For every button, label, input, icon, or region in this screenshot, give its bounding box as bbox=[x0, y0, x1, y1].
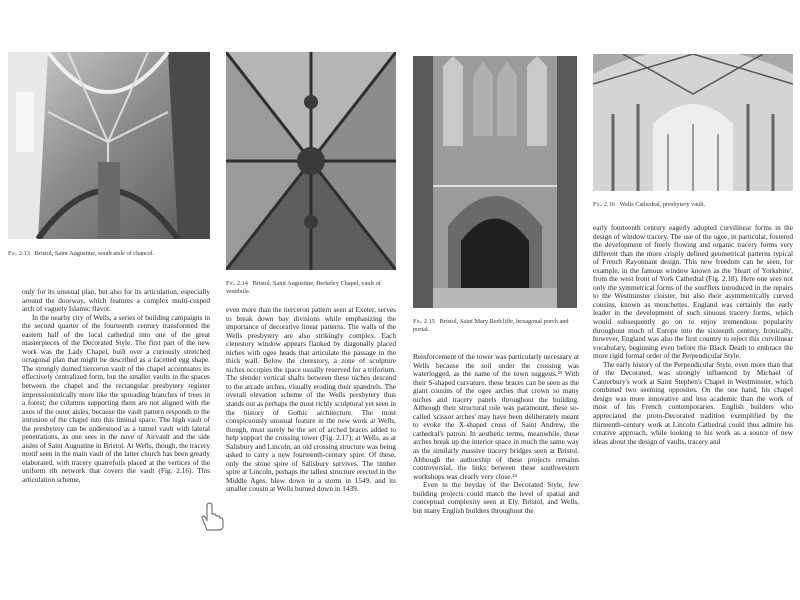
text-column-4 bbox=[593, 224, 793, 536]
figure-number: Fig. 2.15 bbox=[413, 318, 435, 325]
figure-number: Fig. 2.13 bbox=[8, 250, 30, 257]
caption-fig-2-14 bbox=[226, 280, 398, 296]
caption-fig-2-15 bbox=[413, 318, 579, 334]
caption-fig-2-16 bbox=[593, 201, 793, 209]
figure-caption: Bristol, Saint Augustine, south aisle of chancel. bbox=[34, 250, 155, 257]
paragraph: early fourteenth century eagerly adopted curvilinear forms in the design of window tracery. The use of the ogee, in particular, fostered the development of freely flowing and organic tracery forms very different than the more crisply defined geometrical patterns typical of French Rayonnant design. This new freedom can be seen, for example, in the famous window known as the 'Heart of Yorkshire', from the west front of York Cathedral (Fig. 2.18). Here one sees not only the symmetrical forms of the soufflets introduced in the repairs to the Westminster cloister, but also their asymmetrically curved cousins, known as mouchettes. England was certainly the early leader in the development of such sinuous tracery forms, which would subsequently go on to enjoy tremendous popularity throughout much of Europe into the sixteenth century. Ironically, however, England was also the first country to reject this curvilinear vocabulary, beginning even before the Black Death to embrace the more rigid formal order of the Perpendicular Style. bbox=[593, 224, 793, 361]
figure-number: Fig. 2.14 bbox=[226, 280, 248, 287]
paragraph: The early history of the Perpendicular Style, even more than that of the Decorated, was strongly influenced by Michael of Canterbury's work at Saint Stephen's Chapel in Westminster, which combined two seeming opposites. On the one hand, his chapel design was more innovative and less academic than the work of most of his French contemporaries. English builders who appreciated the proto-Decorated tradition exemplified by the thirteenth-century work at Lincoln Cathedral could thus admire his creative approach, while looking to his work as a source of new ideas about the design of vaults, tracery and bbox=[593, 360, 793, 446]
photo-saint-mary-redcliffe-portal bbox=[413, 56, 577, 308]
paragraph: even more than the tierceron pattern seen at Exeter, serves to break down bay divisions while emphasizing the importance of decorative linear patterns. The walls of the Wells presbytery are also strikingly complex. Each clerestory window appears flanked by diagonally placed niches with ogee heads that articulate the passage in the thick wall. Below the clerestory, a zone of sculpture niches occupies the space usually reserved for a triforium. The slender vertical shafts between these niches descend to the arcade arches, visually eroding their spandrels. The overall elevation scheme of the Wells presbytery thus stands out as perhaps the most richly sculptural yet seen in the history of Gothic architecture. The most conspicuously unusual feature in the new work at Wells, though, must surely be the set of arched braces added to help support the crossing tower (Fig. 2.17); at Wells, as at Salisbury and Lincoln, an old crossing structure was being asked to carry a new fourteenth-century spire. Of these, only the stone spire of Salisbury survives. The timber spire at Lincoln, perhaps the tallest structure erected in the Middle Ages, blew down in a storm in 1549, and its smaller cousin at Wells burned down in 1439. bbox=[226, 306, 396, 494]
text-column-3 bbox=[413, 353, 579, 536]
photo-berkeley-chapel-vault bbox=[226, 52, 396, 270]
photo-wells-presbytery-vault bbox=[593, 54, 793, 191]
figure-caption: Bristol, Saint Augustine, Berkeley Chapel, vault of vestibule. bbox=[226, 280, 381, 295]
paragraph: only for its unusual plan, but also for its articulation, especially around the doorway, which features a complex multi-cusped arch of vaguely Islamic flavor. bbox=[22, 288, 210, 314]
text-column-2 bbox=[226, 306, 396, 536]
photo-bristol-south-aisle bbox=[8, 52, 210, 239]
text-column-1 bbox=[22, 288, 210, 536]
paragraph: In the nearby city of Wells, a series of building campaigns in the second quarter of the fourteenth century transformed the eastern half of the local cathedral into one of the great masterpieces of the Decorated Style. The first part of the new work was the Lady Chapel, built over a curiously stretched octagonal plan that might be described as a facetted egg shape. The strongly domed tierceron vault of the chapel accentuates its effectively centralized form, but the smaller vaults in the spaces between the chapel and the rectangular presbytery register impressionistically more like the spreading branches of trees in a forest; the columns supporting them are not aligned with the axes of the outer aisles, because the vault pattern responds to the intrusion of the chapel into this liminal space. The high vault of the presbytery can be understood as a tunnel vault with lateral penetrations, as one sees in the nave of Airvault and the side aisles of Saint Augustine in Bristol. At Wells, though, the tracery motif seen in the main vault of the latter church has been greatly elaborated, with tracery quatrefoils placed at the vertices of the uniform rib network that covers the vault (Fig. 2.16). This articulation scheme, bbox=[22, 313, 210, 485]
paragraph: Even in the heyday of the Decorated Style, few building projects could match the level of spatial and conceptual complexity seen at Ely, Bristol, and Wells, but many English builders throughout the bbox=[413, 481, 579, 515]
hand-cursor-icon bbox=[195, 500, 227, 532]
figure-caption: Bristol, Saint Mary Redcliffe, hexagonal porch and portal. bbox=[413, 318, 569, 333]
paragraph: Reinforcement of the tower was particularly necessary at Wells because the soil under the crossing was waterlogged, as the name of the town suggests.²³ With their S-shaped curvature, these braces can be seen as the giant cousins of the ogee arches that crown so many niches and tracery panels throughout the building. Although their structural role was paramount, these so-called 'scissor arches' may have been deliberately meant to evoke the X-shaped cross of Saint Andrew, the cathedral's patron. In aesthetic terms, meanwhile, these arches break up the interior space in much the same way as the similarly massive tracery bridges seen at Bristol. Although the authorship of these projects remains controversial, the links between these southwestern workshops was clearly very close.²⁴ bbox=[413, 353, 579, 481]
figure-caption: Wells Cathedral, presbytery vault. bbox=[619, 201, 706, 208]
caption-fig-2-13 bbox=[8, 250, 218, 258]
figure-number: Fig. 2.16 bbox=[593, 201, 615, 208]
